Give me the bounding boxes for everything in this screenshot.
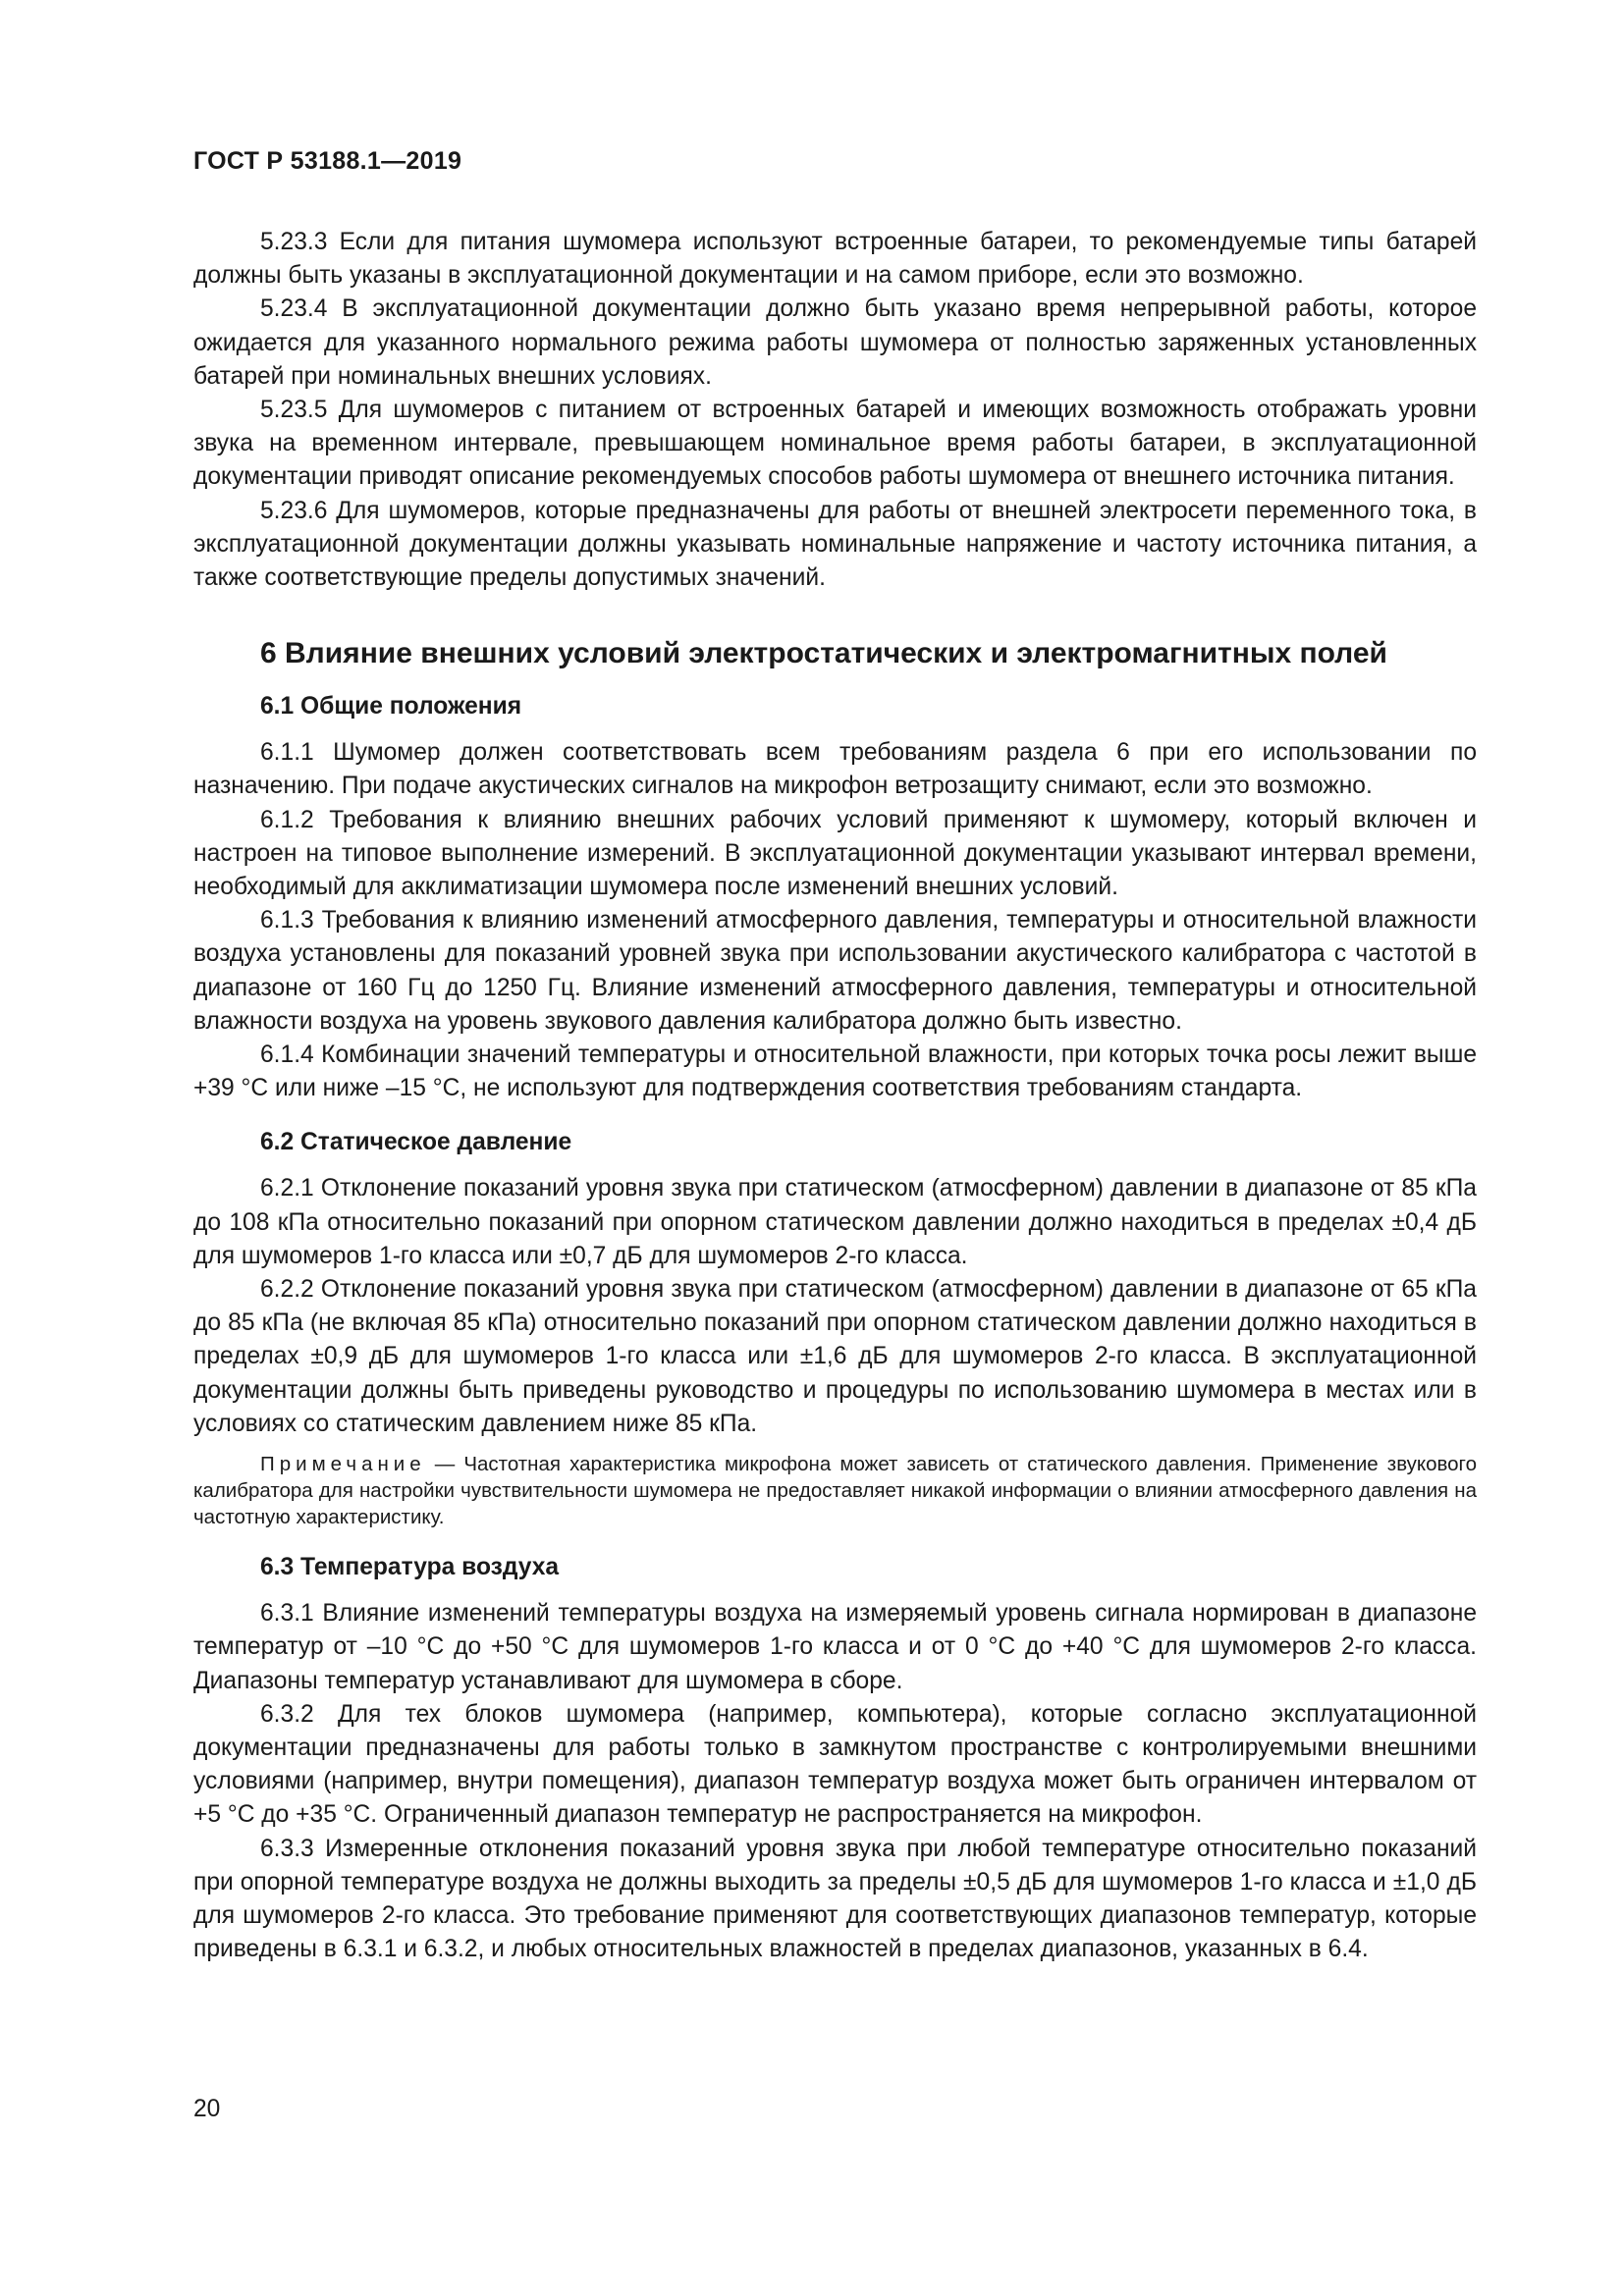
page-content — [193, 226, 1477, 1966]
clause-6-2-1: 6.2.1 Отклонение показаний уровня звука при статическом (атмосферном) давлении в диапазоне от 85 кПа до 108 кПа относительно показаний при опорном статическом давлении должно находиться в пределах ±0,4 дБ для шумомеров 1-го класса или ±0,7 дБ для шумомеров 2-го класса. — [193, 1175, 1477, 1269]
section-6-heading: 6 Влияние внешних условий электростатических и электромагнитных полей — [260, 637, 1387, 670]
clause-5-23-6: 5.23.6 Для шумомеров, которые предназначены для работы от внешней электросети переменного тока, в эксплуатационной документации должны указывать номинальные напряжение и частоту источника питания, а также соответствующие пределы допустимых значений. — [193, 497, 1477, 592]
note-label: Примечание — [260, 1453, 426, 1476]
clause-6-1-4: 6.1.4 Комбинации значений температуры и относительной влажности, при которых точка росы лежит выше +39 °С или ниже –15 °С, не используют для подтверждения соответствия требованиям стандарта. — [193, 1041, 1477, 1102]
document-id-header: ГОСТ Р 53188.1—2019 — [193, 147, 462, 175]
clause-5-23-3: 5.23.3 Если для питания шумомера используют встроенные батареи, то рекомендуемые типы батарей должны быть указаны в эксплуатационной документации и на самом приборе, если это возможно. — [193, 229, 1477, 290]
clause-6-3-3: 6.3.3 Измеренные отклонения показаний уровня звука при любой температуре относительно показаний при опорной температуре воздуха не должны выходить за пределы ±0,5 дБ для шумомеров 1-го класса и ±1,0 дБ для шумомеров 2-го класса. Это требование применяют для соответствующих диапазонов температур, которые приведены в 6.3.1 и 6.3.2, и любых относительных влажностей в пределах диапазонов, указанных в 6.4. — [193, 1835, 1477, 1963]
clause-6-1-3: 6.1.3 Требования к влиянию изменений атмосферного давления, температуры и относительной влажности воздуха установлены для показаний уровней звука при использовании акустического калибратора с частотой в диапазоне от 160 Гц до 1250 Гц. Влияние изменений атмосферного давления, температуры и относительной влажности воздуха на уровень звукового давления калибратора должно быть известно. — [193, 907, 1477, 1035]
clause-6-2-2: 6.2.2 Отклонение показаний уровня звука при статическом (атмосферном) давлении в диапазоне от 65 кПа до 85 кПа (не включая 85 кПа) относительно показаний при опорном статическом давлении должно находиться в пределах ±0,9 дБ для шумомеров 1-го класса или ±1,6 дБ для шумомеров 2-го класса. В эксплуатационной документации должны быть приведены руководство и процедуры по использованию шумомера в местах или в условиях со статическим давлением ниже 85 кПа. — [193, 1276, 1477, 1437]
note-6-2 — [193, 1451, 1477, 1530]
note-text: — Частотная характеристика микрофона может зависеть от статического давления. Применение звукового калибратора для настройки чувствительности шумомера не предоставляет никакой информации о влиянии атмосферного давления на частотную характеристику. — [193, 1453, 1477, 1529]
clause-5-23-4: 5.23.4 В эксплуатационной документации должно быть указано время непрерывной работы, которое ожидается для указанного нормального режима работы шумомера от полностью заряженных установленных батарей при номинальных внешних условиях. — [193, 295, 1477, 390]
page-number: 20 — [193, 2096, 221, 2122]
clause-6-1-2: 6.1.2 Требования к влиянию внешних рабочих условий применяют к шумомеру, который включен и настроен на типовое выполнение измерений. В эксплуатационной документации указывают интервал времени, необходимый для акклиматизации шумомера после изменений внешних условий. — [193, 806, 1477, 901]
clause-6-3-2: 6.3.2 Для тех блоков шумомера (например, компьютера), которые согласно эксплуатационной документации предназначены для работы только в замкнутом пространстве с контролируемыми внешними условиями (например, внутри помещения), диапазон температур воздуха может быть ограничен интервалом от +5 °С до +35 °С. Ограниченный диапазон температур не распространяется на микрофон. — [193, 1700, 1477, 1829]
subsection-6-3-heading: 6.3 Температура воздуха — [260, 1554, 560, 1581]
subsection-6-1-heading: 6.1 Общие положения — [260, 693, 522, 721]
clause-6-1-1: 6.1.1 Шумомер должен соответствовать всем требованиям раздела 6 при его использовании по назначению. При подаче акустических сигналов на микрофон ветрозащиту снимают, если это возможно. — [193, 739, 1477, 800]
clause-5-23-5: 5.23.5 Для шумомеров с питанием от встроенных батарей и имеющих возможность отображать уровни звука на временном интервале, превышающем номинальное время работы батареи, в эксплуатационной документации приводят описание рекомендуемых способов работы шумомера от внешнего источника питания. — [193, 397, 1477, 491]
clause-6-3-1: 6.3.1 Влияние изменений температуры воздуха на измеряемый уровень сигнала нормирован в диапазоне температур от –10 °С до +50 °С для шумомеров 1-го класса и от 0 °С до +40 °С для шумомеров 2-го класса. Диапазоны температур устанавливают для шумомера в сборе. — [193, 1600, 1477, 1694]
subsection-6-2-heading: 6.2 Статическое давление — [260, 1129, 572, 1156]
